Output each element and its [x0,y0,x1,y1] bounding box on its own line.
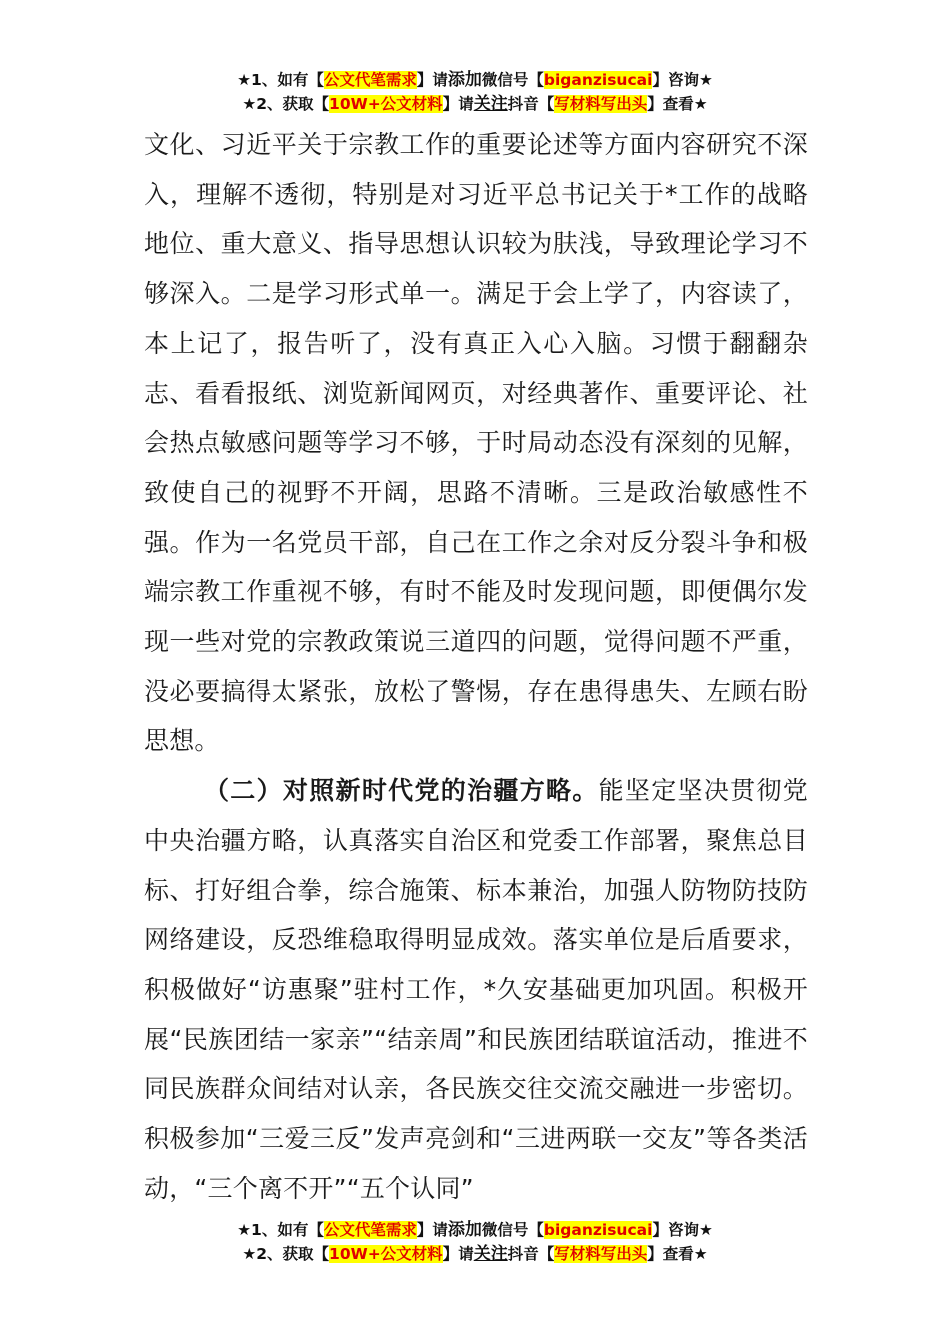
promo-text: 】请 [442,1245,474,1263]
top-promo-banner [0,68,950,116]
wechat-id-highlight: biganzisucai [543,71,653,89]
promo-text: 】请 [442,95,474,113]
promo-line-1 [0,1218,950,1242]
douyin-account-highlight: 写材料写出头 [554,95,648,113]
promo-emphasis: 关注 [473,94,508,114]
promo-text: 】查看★ [647,1245,708,1263]
paragraph-2-body: 能坚定坚决贯彻党中央治疆方略，认真落实自治区和党委工作部署，聚焦总目标、打好组合拳，综合施策、标本兼治，加强人防物防技防网络建设，反恐维稳取得明显成效。落实单位是后盾要求，积极做好“访惠聚”驻村工作，*久安基础更加巩固。积极开展“民族团结一家亲”“结亲周”和民族团结联谊活动，推进不同民族群众间结对认亲，各民族交往交流交融进一步密切。积极参加“三爱三反”发声亮剑和“三进两联一交友”等各类活动，“三个离不开”“五个认同” [144,776,808,1203]
wechat-id-highlight: biganzisucai [543,1221,653,1239]
bottom-promo-banner [0,1218,950,1266]
promo-line-2 [0,1242,950,1266]
promo-emphasis: 添加 [447,1220,482,1240]
paragraph-2 [144,766,808,1213]
douyin-account-highlight: 写材料写出头 [554,1245,648,1263]
promo-line-2 [0,92,950,116]
promo-text: 】咨询★ [652,1221,713,1239]
promo-emphasis: 关注 [473,1244,508,1264]
document-body [144,120,808,1213]
promo-text: ★1、如有【 [237,1221,324,1239]
promo-text: ★2、获取【 [242,95,330,113]
promo-text: 微信号【 [481,71,544,89]
promo-highlight: 公文代笔需求 [323,1221,417,1239]
promo-line-1 [0,68,950,92]
promo-text: ★1、如有【 [237,71,324,89]
promo-text: 】请 [416,1221,448,1239]
promo-text: ★2、获取【 [242,1245,330,1263]
promo-text: 抖音【 [507,95,555,113]
promo-emphasis: 添加 [447,70,482,90]
section-heading: （二）对照新时代党的治疆方略。 [204,776,599,806]
promo-text: 】请 [416,71,448,89]
promo-text: 微信号【 [481,1221,544,1239]
promo-highlight: 公文代笔需求 [323,71,417,89]
promo-text: 】咨询★ [652,71,713,89]
promo-highlight: 10W+公文材料 [329,1245,443,1263]
promo-text: 抖音【 [507,1245,555,1263]
promo-text: 】查看★ [647,95,708,113]
promo-highlight: 10W+公文材料 [329,95,443,113]
paragraph-1: 文化、习近平关于宗教工作的重要论述等方面内容研究不深入，理解不透彻，特别是对习近平总书记关于*工作的战略地位、重大意义、指导思想认识较为肤浅，导致理论学习不够深入。二是学习形式单一。满足于会上学了，内容读了，本上记了，报告听了，没有真正入心入脑。习惯于翻翻杂志、看看报纸、浏览新闻网页，对经典著作、重要评论、社会热点敏感问题等学习不够，于时局动态没有深刻的见解，致使自己的视野不开阔，思路不清晰。三是政治敏感性不强。作为一名党员干部，自己在工作之余对反分裂斗争和极端宗教工作重视不够，有时不能及时发现问题，即便偶尔发现一些对党的宗教政策说三道四的问题，觉得问题不严重，没必要搞得太紧张，放松了警惕，存在患得患失、左顾右盼思想。 [144,130,808,756]
